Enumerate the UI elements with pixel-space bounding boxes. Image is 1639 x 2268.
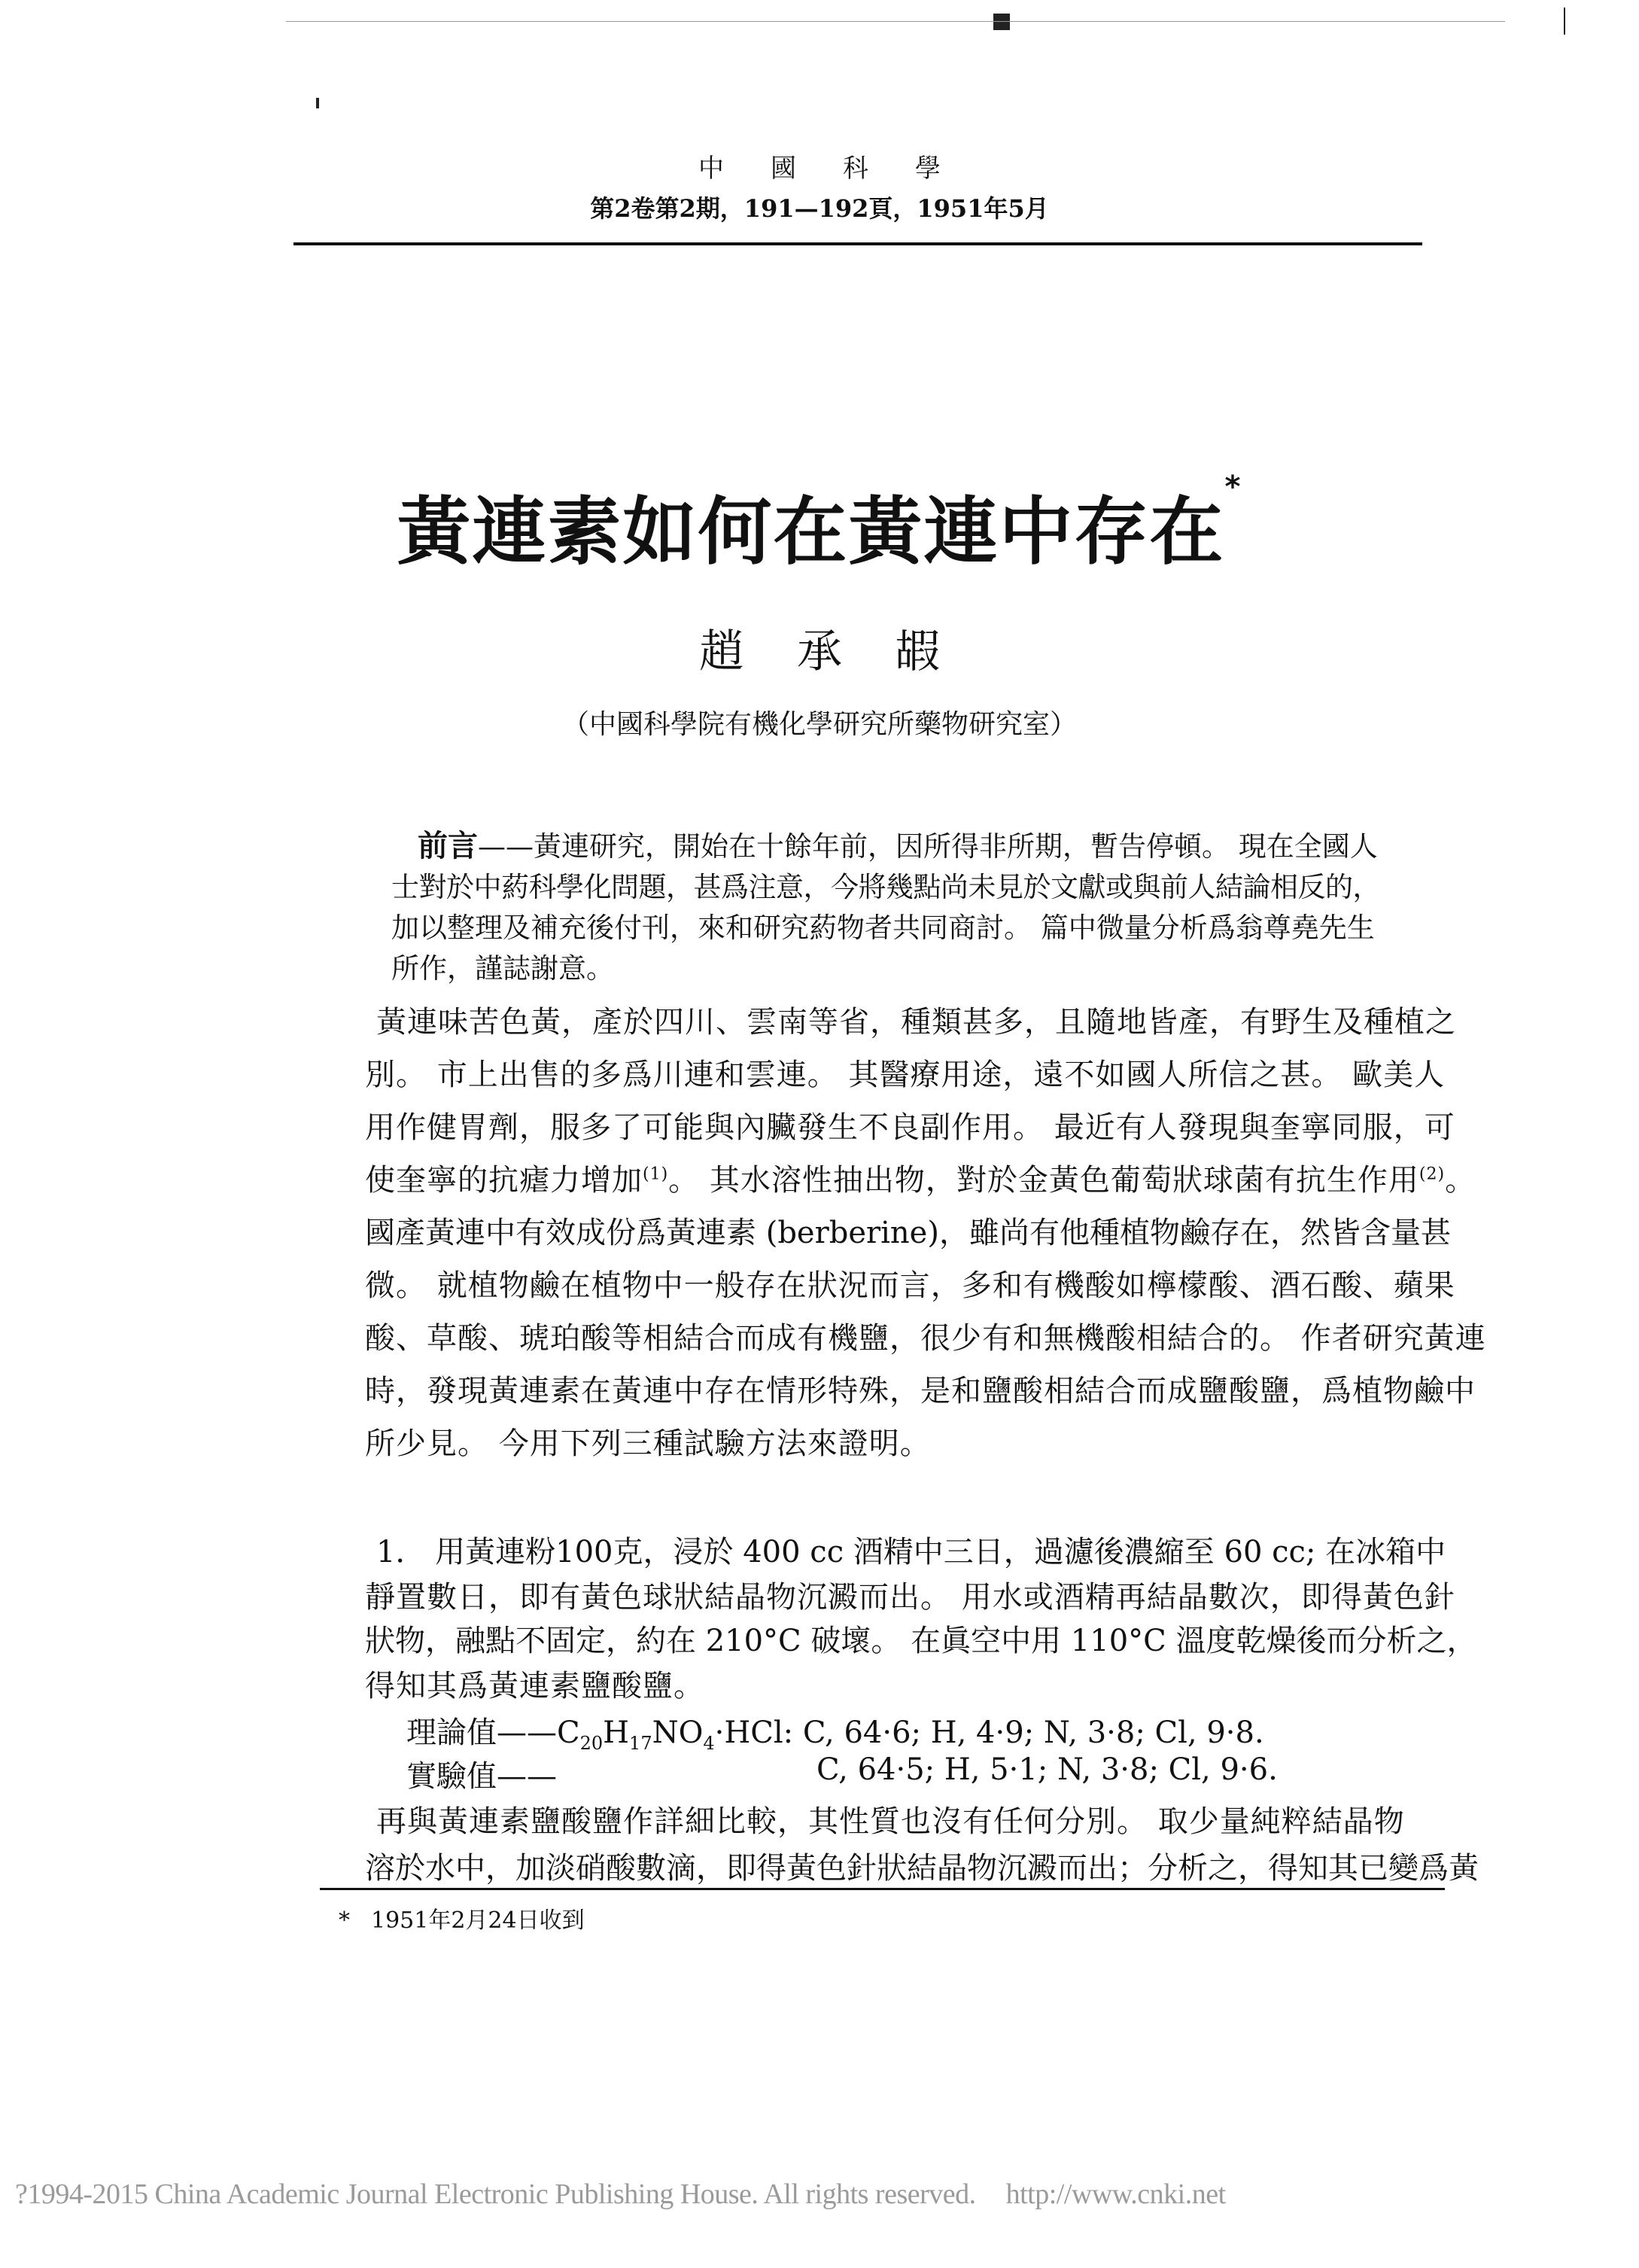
cnki-link[interactable]: http://www.cnki.net	[1005, 2178, 1226, 2210]
footnote-rule	[320, 1888, 1445, 1890]
article-author: 趙承嘏	[699, 626, 993, 678]
foreword-line: 士對於中葯科學化問題，甚爲注意，今將幾點尚未見於文獻或與前人結論相反的，	[391, 871, 1380, 903]
experiment-numbers: C, 64·5; H, 5·1; N, 3·8; Cl, 9·6.	[816, 1752, 1278, 1787]
body-line: 所少見。 今用下列三種試驗方法來證明。	[365, 1426, 931, 1461]
body-line: 別。 市上出售的多爲川連和雲連。 其醫療用途，遠不如國人所信之甚。 歐美人	[365, 1058, 1446, 1092]
footnote-text: 1951年2月24日收到	[371, 1907, 585, 1934]
formula-part: C	[557, 1715, 580, 1750]
body-text: 。 其水溶性抽出物，對於金黃色葡萄狀球菌有抗生作用	[668, 1163, 1419, 1198]
body-line: 狀物，融點不固定，約在 210°C 破壞。 在眞空中用 110°C 溫度乾燥後而分析之，	[365, 1624, 1477, 1658]
formula-part: ·HCl:	[714, 1715, 794, 1750]
author-affiliation: （中國科學院有機化學研究所藥物研究室）	[561, 709, 1077, 740]
body-line: 得知其爲黃連素鹽酸鹽。	[365, 1669, 704, 1703]
journal-citation: 第2卷第2期，191—192頁，1951年5月	[590, 194, 1049, 223]
footnote	[339, 1901, 585, 1935]
body-text: 。	[1445, 1163, 1476, 1198]
body-line: 國產黃連中有效成份爲黃連素 (berberine)，雖尚有他種植物鹼存在，然皆含量甚	[365, 1216, 1451, 1250]
body-line: 時，發現黃連素在黃連中存在情形特殊，是和鹽酸相結合而成鹽酸鹽，爲植物鹼中	[365, 1374, 1476, 1408]
body-line: 用作健胃劑，服多了可能與內臟發生不良副作用。 最近有人發現與奎寧同服，可	[365, 1110, 1455, 1145]
copyright-watermark	[15, 2178, 1226, 2211]
footnote-mark: *	[339, 1907, 350, 1934]
foreword-text: ——黃連研究，開始在十餘年前，因所得非所期，暫告停頓。 現在全國人	[478, 830, 1378, 863]
foreword-line	[418, 822, 1378, 865]
article-title-text: 黃連素如何在黃連中存在	[397, 489, 1225, 575]
body-line: 再與黃連素鹽酸鹽作詳細比較，其性質也沒有任何分別。 取少量純粹結晶物	[376, 1804, 1405, 1839]
formula-subscript: 17	[629, 1733, 652, 1754]
copyright-text: ?1994-2015 China Academic Journal Electronic Publishing House. All rights reserved.	[15, 2178, 976, 2210]
journal-name: 中國科學	[698, 154, 987, 184]
scan-artifact	[316, 98, 319, 108]
reference-2[interactable]: (2)	[1419, 1164, 1446, 1184]
title-footnote-mark: *	[1224, 470, 1242, 504]
body-line: 酸、草酸、琥珀酸等相結合而成有機鹽，很少有和無機酸相結合的。 作者研究黃連	[365, 1321, 1486, 1356]
body-line: 溶於水中，加淡硝酸數滴，即得黃色針狀結晶物沉澱而出；分析之，得知其已變爲黃	[365, 1851, 1479, 1886]
scan-artifact	[993, 14, 1010, 30]
foreword-line: 加以整理及補充後付刊，來和研究葯物者共同商討。 篇中微量分析爲翁尊堯先生	[391, 912, 1375, 944]
body-line: 黃連味苦色黃，產於四川、雲南等省，種類甚多，且隨地皆產，有野生及種植之	[376, 1005, 1456, 1040]
scan-artifact	[286, 21, 1505, 22]
body-line: 1． 用黃連粉100克，浸於 400 cc 酒精中三日，過濾後濃縮至 60 cc; 在冰箱中	[376, 1535, 1446, 1569]
body-line: 微。 就植物鹼在植物中一般存在狀況而言，多和有機酸如檸檬酸、酒石酸、蘋果	[365, 1268, 1455, 1303]
foreword-lead: 前言	[418, 829, 478, 863]
theory-label: 理論值——	[406, 1715, 557, 1750]
body-text: 使奎寧的抗瘧力增加	[365, 1163, 643, 1198]
body-line: 靜置數日，即有黃色球狀結晶物沉澱而出。 用水或酒精再結晶數次，即得黃色針	[365, 1580, 1455, 1615]
formula-part: H	[603, 1715, 630, 1750]
header-rule	[293, 242, 1422, 245]
experiment-label: 實驗值——	[406, 1759, 557, 1794]
theory-numbers: C, 64·6; H, 4·9; N, 3·8; Cl, 9·8.	[802, 1715, 1264, 1750]
article-title	[0, 470, 1639, 579]
foreword-line: 所作，謹誌謝意。	[391, 952, 614, 985]
formula-part: NO	[652, 1715, 704, 1750]
experiment-values	[406, 1752, 557, 1795]
scan-artifact	[1564, 8, 1565, 35]
reference-1[interactable]: (1)	[643, 1164, 669, 1184]
theory-values	[406, 1709, 1264, 1754]
formula-subscript: 20	[579, 1733, 604, 1754]
formula-subscript: 4	[703, 1733, 715, 1754]
body-line	[365, 1156, 1476, 1199]
